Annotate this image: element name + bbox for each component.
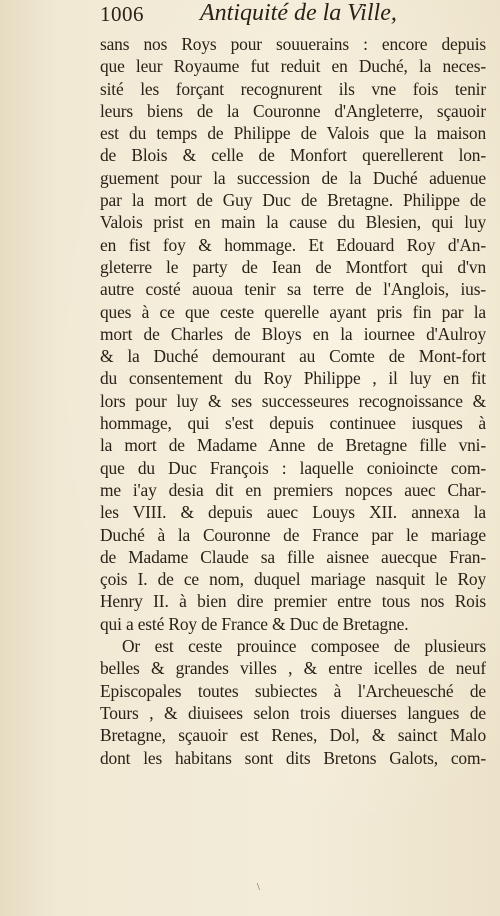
text-line: est du temps de Philippe de Valois que la maison xyxy=(100,123,486,144)
text-line: gleterre le party de Iean de Montfort qui d'vn xyxy=(100,256,486,277)
text-line: leurs biens de la Couronne d'Angleterre, sçauoir xyxy=(100,100,486,121)
text-line: par la mort de Guy Duc de Bretagne. Philippe de xyxy=(100,190,486,211)
text-line: ques à ce que ceste querelle ayant pris fin par la xyxy=(100,301,486,322)
text-line: belles & grandes villes , & entre icelles de neuf xyxy=(100,658,486,679)
text-line: de Blois & celle de Monfort querellerent lon- xyxy=(100,145,486,166)
page-number: 1006 xyxy=(100,2,144,26)
page-header xyxy=(100,0,460,34)
text-line: du consentement du Roy Philippe , il luy en fit xyxy=(100,368,486,389)
text-line: qui a esté Roy de France & Duc de Bretagne. xyxy=(100,613,409,634)
text-line: que du Duc François : laquelle conioincte com- xyxy=(100,457,486,478)
text-line: Episcopales toutes subiectes à l'Archeuesché de xyxy=(100,680,486,701)
running-head: Antiquité de la Ville, xyxy=(200,0,397,26)
text-line: hommage, qui s'est depuis continuee iusques à xyxy=(100,413,486,434)
text-line: Bretagne, sçauoir est Renes, Dol, & sainct Malo xyxy=(100,725,486,746)
text-line: la mort de Madame Anne de Bretagne fille vni- xyxy=(100,435,486,456)
text-line: sans nos Roys pour souuerains : encore depuis xyxy=(100,34,486,54)
text-line: me i'ay desia dit en premiers nopces auec Char- xyxy=(100,479,486,500)
text-line: autre costé auoua tenir sa terre de l'Anglois, ius- xyxy=(100,279,486,300)
text-line: & la Duché demourant au Comte de Mont-fort xyxy=(100,346,486,367)
text-line: Valois prist en main la cause du Blesien, qui luy xyxy=(100,212,486,233)
text-line: que leur Royaume fut reduit en Duché, la neces- xyxy=(100,56,486,77)
text-line: Duché à la Couronne de France par le mariage xyxy=(100,524,486,545)
text-line: dont les habitans sont dits Bretons Galots, com- xyxy=(100,747,486,768)
text-line: Henry II. à bien dire premier entre tous nos Rois xyxy=(100,591,486,612)
text-line: çois I. de ce nom, duquel mariage nasquit le Roy xyxy=(100,569,486,590)
text-line: sité les forçant recognurent ils vne fois tenir xyxy=(100,78,486,99)
text-line: en fist foy & hommage. Et Edouard Roy d'An- xyxy=(100,234,486,255)
text-line: les VIII. & depuis auec Louys XII. annexa la xyxy=(100,502,486,523)
page-mark: \ xyxy=(257,882,260,893)
text-line: mort de Charles de Bloys en la iournee d'Aulroy xyxy=(100,323,486,344)
text-line: de Madame Claude sa fille aisnee auecque Fran- xyxy=(100,546,486,567)
text-line: Tours , & diuisees selon trois diuerses langues de xyxy=(100,702,486,723)
body-text xyxy=(100,33,486,769)
text-line: lors pour luy & ses successeures recognoissance & xyxy=(100,390,486,411)
paragraph-start-line: Or est ceste prouince composee de plusieurs xyxy=(122,636,486,657)
text-line: guement pour la succession de la Duché aduenue xyxy=(100,167,486,188)
